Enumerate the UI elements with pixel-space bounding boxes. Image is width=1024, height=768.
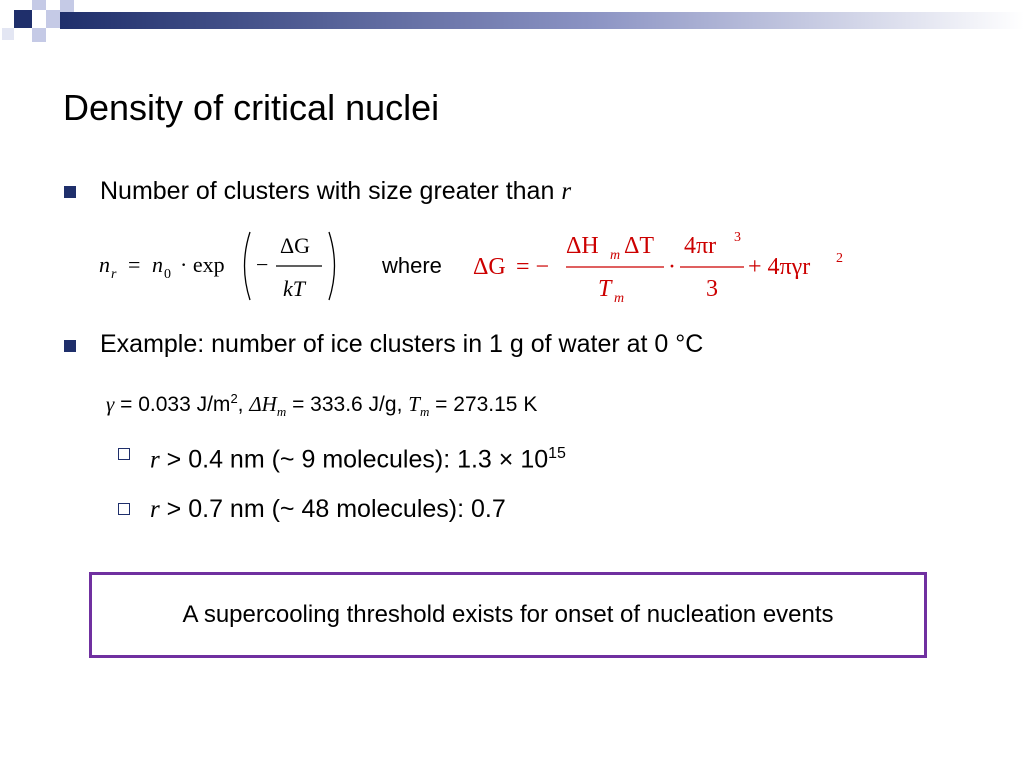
dh-symbol: ΔH: [249, 392, 277, 416]
eq2-plus-sup: 2: [836, 251, 843, 266]
equation-delta-g: [470, 226, 860, 310]
gamma-value: = 0.033 J/m: [114, 393, 231, 416]
hollow-square-icon: [118, 448, 130, 460]
callout-text: A supercooling threshold exists for onset of nucleation events: [182, 601, 834, 628]
eq2-num1: ΔH: [566, 233, 599, 259]
bullet-square-icon: [64, 186, 76, 198]
callout-box: [89, 572, 927, 658]
eq2-den1: T: [598, 276, 612, 302]
tm-value: = 273.15 K: [429, 393, 538, 416]
bullet-text: Number of clusters with size greater than: [100, 177, 562, 205]
where-label: where: [382, 253, 442, 278]
sub-bullet-text: > 0.7 nm (~ 48 molecules): 0.7: [159, 495, 506, 523]
eq2-lhs: ΔG: [473, 254, 506, 280]
dh-value: = 333.6 J/g,: [286, 393, 409, 416]
eq2-num1-tail: ΔT: [624, 233, 655, 259]
equation-nr: [96, 226, 356, 306]
eq1-numerator: ΔG: [280, 233, 311, 258]
tm-sub: m: [419, 404, 430, 420]
bullet-square-icon: [64, 340, 76, 352]
sub-bullet-0p7nm: [150, 494, 506, 525]
eq1-lhs: n: [99, 252, 110, 277]
separator: ,: [237, 393, 250, 416]
variable-r: r: [150, 446, 160, 474]
eq2-plus-term: + 4πγr: [748, 254, 811, 280]
eq1-dot-exp: · exp: [180, 252, 225, 277]
eq1-equals: =: [128, 252, 141, 277]
dh-sub: m: [276, 404, 287, 420]
sub-bullet-text: > 0.4 nm (~ 9 molecules): 1.3 × 10: [159, 445, 549, 474]
eq1-minus: −: [256, 252, 269, 277]
variable-r: r: [561, 178, 572, 205]
tm-symbol: T: [408, 392, 420, 416]
slide-title: Density of critical nuclei: [63, 87, 440, 128]
eq2-den1-sub: m: [614, 291, 625, 306]
bullet-example: Example: number of ice clusters in 1 g of water at 0 °C: [100, 330, 704, 358]
eq2-num2: 4πr: [684, 233, 717, 259]
sub-bullet-sup: 15: [548, 445, 566, 462]
eq1-denominator: kT: [283, 276, 305, 301]
header-decoration: [0, 0, 1024, 48]
eq2-den2: 3: [706, 276, 718, 302]
variable-r: r: [150, 496, 160, 523]
hollow-square-icon: [118, 503, 130, 515]
gamma-symbol: γ: [106, 392, 115, 416]
eq1-n0-sub: 0: [164, 267, 171, 282]
eq2-dot: ·: [668, 254, 676, 280]
eq1-n0: n: [152, 252, 163, 277]
gamma-sup: 2: [230, 391, 238, 406]
eq2-num2-sup: 3: [734, 230, 741, 245]
eq2-equals-minus: = −: [516, 254, 550, 280]
sub-bullet-0p4nm: [150, 439, 566, 475]
eq2-num1-sub: m: [610, 248, 621, 263]
bullet-number-of-clusters: [100, 176, 571, 207]
parameters-line: [106, 386, 537, 425]
eq1-lhs-sub: r: [111, 267, 117, 282]
